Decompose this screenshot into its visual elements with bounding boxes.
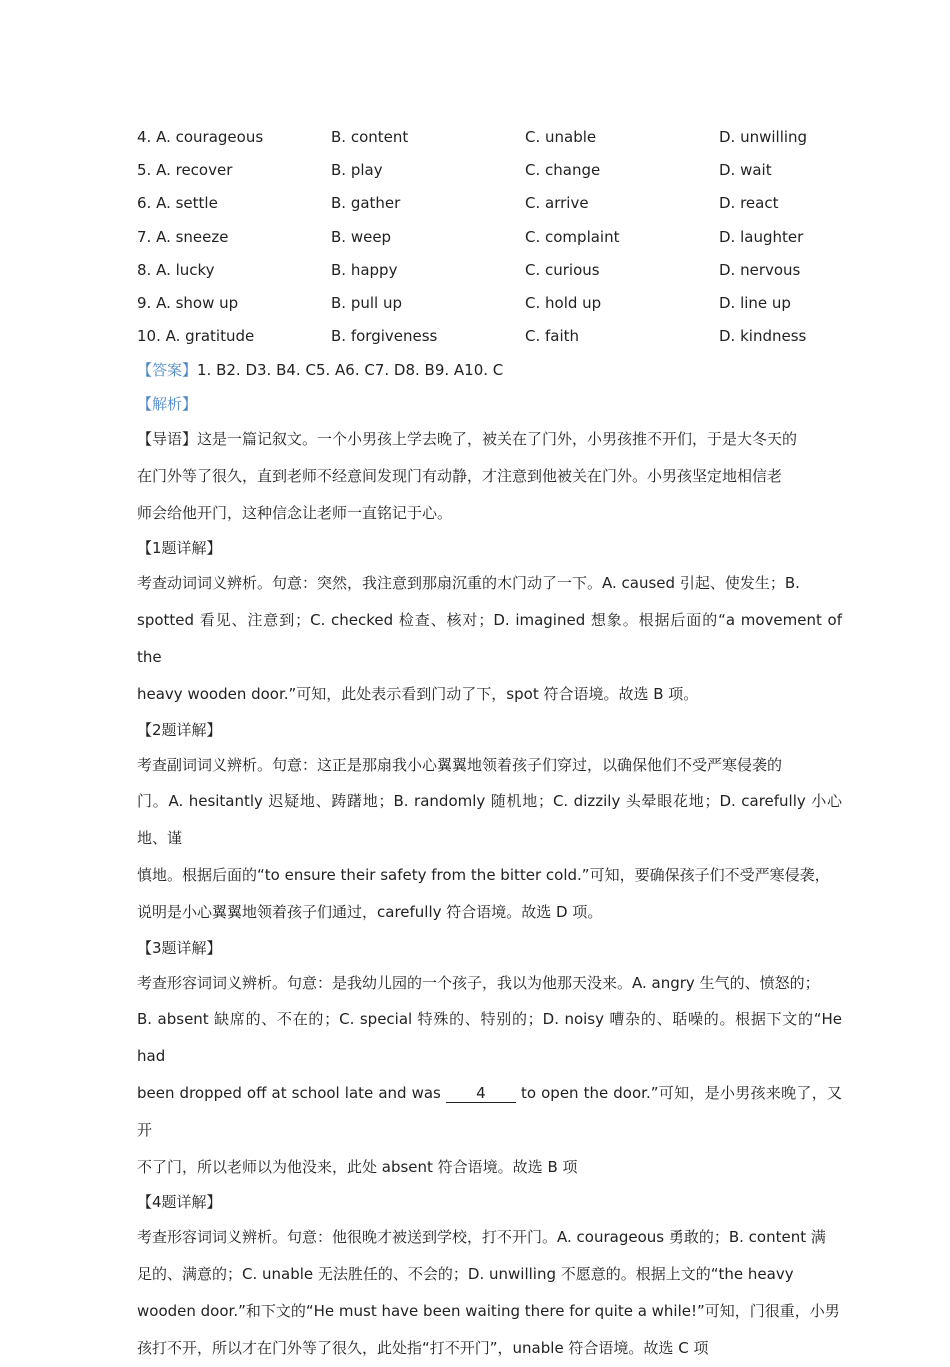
option-b: B. forgiveness bbox=[331, 327, 438, 346]
q1-line: 考查动词词义辨析。句意：突然，我注意到那扇沉重的木门动了一下。A. caused 引起、使发生；B. bbox=[137, 574, 800, 593]
q4-line: 孩打不开，所以才在门外等了很久，此处指“打不开门”，unable 符合语境。故选 C 项 bbox=[137, 1338, 709, 1357]
option-d: D. wait bbox=[719, 160, 772, 179]
q3-line: B. absent 缺席的、不在的；C. special 特殊的、特别的；D. noisy 嘈杂的、聒噪的。根据下文的“He had bbox=[137, 1010, 842, 1066]
option-a: 9. A. show up bbox=[137, 294, 239, 313]
option-c: C. curious bbox=[525, 260, 600, 279]
option-row bbox=[137, 187, 842, 220]
q2-line: 说明是小心翼翼地领着孩子们通过，carefully 符合语境。故选 D 项。 bbox=[137, 902, 603, 921]
q4-line: wooden door.”和下文的“He must have been waiting there for quite a while!”可知，门很重，小男 bbox=[137, 1302, 840, 1321]
q1-line: heavy wooden door.”可知，此处表示看到门动了下，spot 符合语境。故选 B 项。 bbox=[137, 684, 699, 703]
q3-heading: 【3题详解】 bbox=[137, 938, 222, 957]
option-a: 7. A. sneeze bbox=[137, 227, 229, 246]
option-row bbox=[137, 253, 842, 286]
option-c: C. faith bbox=[525, 327, 580, 346]
document-page bbox=[137, 120, 842, 1367]
answer-label: 【答案】 bbox=[137, 361, 198, 380]
option-c: C. change bbox=[525, 160, 601, 179]
option-c: C. arrive bbox=[525, 194, 589, 213]
option-a: 10. A. gratitude bbox=[137, 327, 255, 346]
option-a: 6. A. settle bbox=[137, 194, 218, 213]
option-b: B. happy bbox=[331, 260, 398, 279]
option-c: C. unable bbox=[525, 127, 597, 146]
guide-line: 【导语】这是一篇记叙文。一个小男孩上学去晚了，被关在了门外，小男孩推不开们，于是大冬天的 bbox=[137, 430, 798, 449]
option-row bbox=[137, 153, 842, 186]
option-b: B. content bbox=[331, 127, 409, 146]
option-d: D. unwilling bbox=[719, 127, 808, 146]
q1-heading: 【1题详解】 bbox=[137, 539, 222, 558]
q2-line: 考查副词词义辨析。句意：这正是那扇我小心翼翼地领着孩子们穿过，以确保他们不受严寒侵袭的 bbox=[137, 755, 783, 774]
option-row bbox=[137, 320, 842, 353]
option-d: D. nervous bbox=[719, 260, 801, 279]
q1-line: spotted 看见、注意到；C. checked 检查、核对；D. imagined 想象。根据后面的“a movement of the bbox=[137, 611, 842, 667]
option-b: B. weep bbox=[331, 227, 392, 246]
guide-line: 师会给他开门，这种信念让老师一直铭记于心。 bbox=[137, 503, 453, 522]
q4-heading: 【4题详解】 bbox=[137, 1193, 222, 1212]
guide-paragraph bbox=[137, 421, 842, 531]
options-table bbox=[137, 120, 842, 353]
q2-line: 门。A. hesitantly 迟疑地、踌躇地；B. randomly 随机地；C. dizzily 头晕眼花地；D. carefully 小心地、谨 bbox=[137, 792, 842, 848]
option-c: C. complaint bbox=[525, 227, 620, 246]
analysis-label: 【解析】 bbox=[137, 395, 198, 414]
option-a: 4. A. courageous bbox=[137, 127, 264, 146]
q4-line: 足的、满意的；C. unable 无法胜任的、不会的；D. unwilling 不愿意的。根据上文的“the heavy bbox=[137, 1265, 794, 1284]
option-d: D. kindness bbox=[719, 327, 807, 346]
blank-4: 4 bbox=[446, 1084, 516, 1103]
option-d: D. laughter bbox=[719, 227, 804, 246]
option-b: B. pull up bbox=[331, 294, 402, 313]
option-c: C. hold up bbox=[525, 294, 602, 313]
option-d: D. react bbox=[719, 194, 779, 213]
q2-heading: 【2题详解】 bbox=[137, 720, 222, 739]
q4-line: 考查形容词词义辨析。句意：他很晚才被送到学校，打不开门。A. courageous 勇敢的；B. content 满 bbox=[137, 1228, 826, 1247]
answer-line bbox=[137, 353, 842, 387]
q3-line: 不了门，所以老师以为他没来，此处 absent 符合语境。故选 B 项 bbox=[137, 1157, 578, 1176]
q2-line: 慎地。根据后面的“to ensure their safety from the bitter cold.”可知，要确保孩子们不受严寒侵袭， bbox=[137, 866, 830, 885]
option-row bbox=[137, 220, 842, 253]
option-row bbox=[137, 120, 842, 153]
option-d: D. line up bbox=[719, 294, 791, 313]
option-b: B. gather bbox=[331, 194, 401, 213]
option-a: 8. A. lucky bbox=[137, 260, 215, 279]
option-b: B. play bbox=[331, 160, 383, 179]
q3-line: 考查形容词词义辨析。句意：是我幼儿园的一个孩子，我以为他那天没来。A. angry 生气的、愤怒的； bbox=[137, 973, 820, 992]
option-row bbox=[137, 286, 842, 319]
guide-line: 在门外等了很久，直到老师不经意间发现门有动静，才注意到他被关在门外。小男孩坚定地相信老 bbox=[137, 466, 783, 485]
answer-text: 1. B2. D3. B4. C5. A6. C7. D8. B9. A10. C bbox=[197, 361, 504, 380]
q3-line: been dropped off at school late and was 4 to open the door.”可知，是小男孩来晚了，又开 bbox=[137, 1084, 842, 1139]
option-a: 5. A. recover bbox=[137, 160, 233, 179]
